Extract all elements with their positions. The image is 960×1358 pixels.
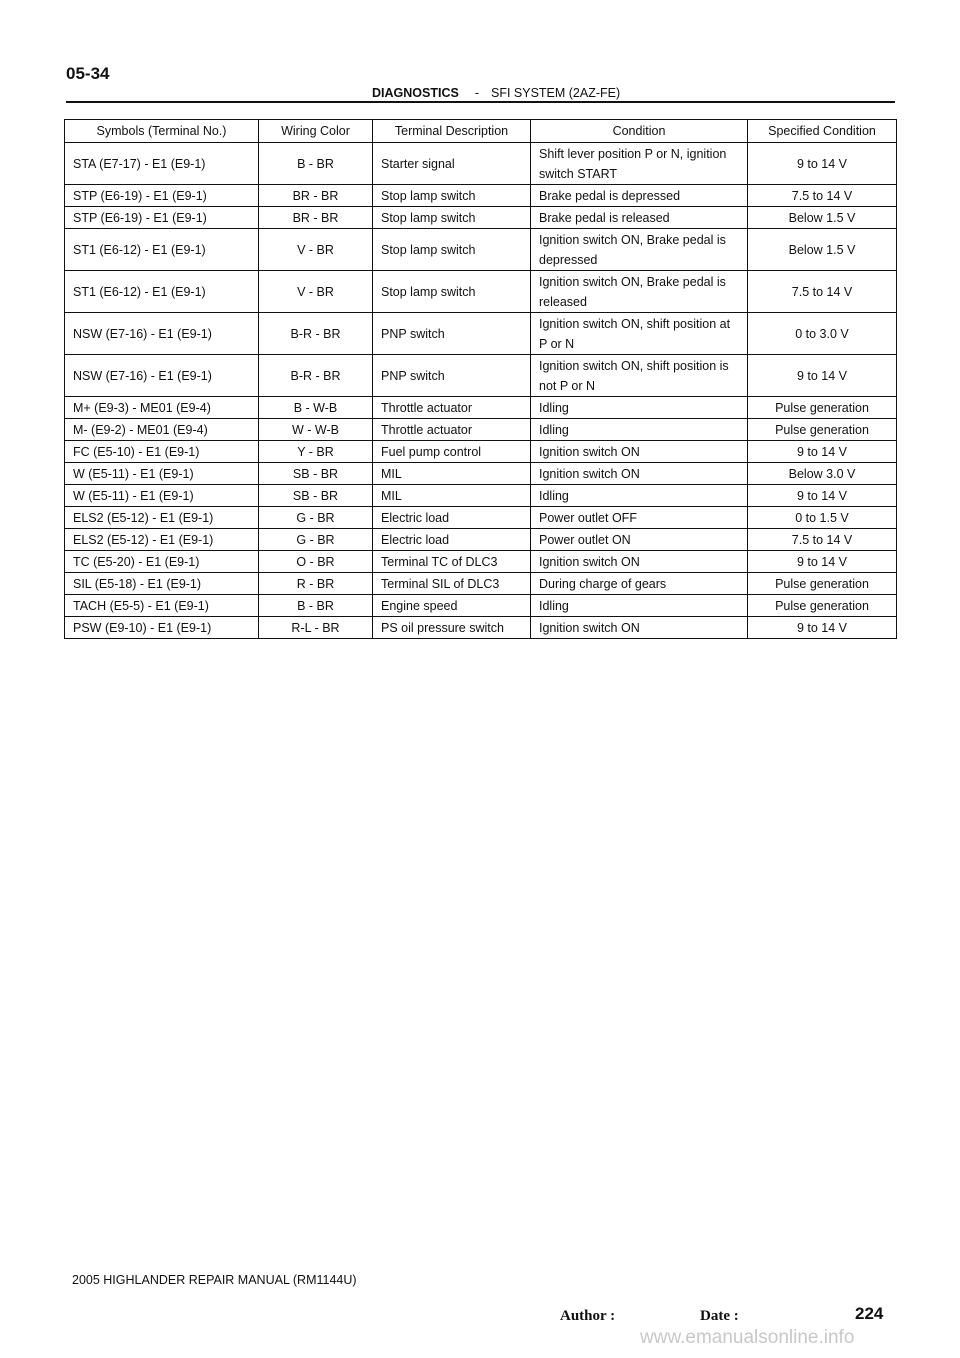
condition-line: During charge of gears [539, 576, 667, 591]
terminal-description-cell: MIL [373, 485, 531, 507]
column-header: Specified Condition [748, 120, 897, 143]
condition-line: Ignition switch ON [539, 444, 640, 459]
wiring-color-cell: SB - BR [259, 463, 373, 485]
table-row [65, 143, 897, 185]
symbol-cell: ST1 (E6-12) - E1 (E9-1) [65, 271, 259, 313]
wiring-color-cell: O - BR [259, 551, 373, 573]
terminal-description-cell: Fuel pump control [373, 441, 531, 463]
table-header-row [65, 120, 897, 143]
terminal-description-cell: Throttle actuator [373, 397, 531, 419]
condition-line: released [539, 294, 587, 309]
specified-condition-cell: 9 to 14 V [748, 485, 897, 507]
specified-condition-cell: Pulse generation [748, 573, 897, 595]
symbol-cell: ELS2 (E5-12) - E1 (E9-1) [65, 529, 259, 551]
wiring-color-cell: B-R - BR [259, 313, 373, 355]
condition-line: Power outlet ON [539, 532, 631, 547]
table-body [65, 143, 897, 639]
specified-condition-cell: 7.5 to 14 V [748, 271, 897, 313]
terminal-description-cell: Electric load [373, 507, 531, 529]
section-main: DIAGNOSTICS [372, 86, 459, 100]
symbol-cell: STP (E6-19) - E1 (E9-1) [65, 207, 259, 229]
specified-condition-cell: Below 1.5 V [748, 229, 897, 271]
symbol-cell: W (E5-11) - E1 (E9-1) [65, 485, 259, 507]
table-row [65, 551, 897, 573]
symbol-cell: TC (E5-20) - E1 (E9-1) [65, 551, 259, 573]
symbol-cell: PSW (E9-10) - E1 (E9-1) [65, 617, 259, 639]
table-row [65, 573, 897, 595]
symbol-cell: TACH (E5-5) - E1 (E9-1) [65, 595, 259, 617]
table-row [65, 595, 897, 617]
condition-cell [531, 463, 748, 485]
author-label: Author : [560, 1308, 616, 1324]
table-row [65, 185, 897, 207]
table-row [65, 313, 897, 355]
table-row [65, 507, 897, 529]
symbol-cell: STA (E7-17) - E1 (E9-1) [65, 143, 259, 185]
condition-cell [531, 185, 748, 207]
terminal-description-cell: Stop lamp switch [373, 229, 531, 271]
terminal-description-cell: Stop lamp switch [373, 185, 531, 207]
condition-line: not P or N [539, 378, 596, 393]
condition-cell [531, 397, 748, 419]
specified-condition-cell: Pulse generation [748, 419, 897, 441]
wiring-color-cell: B - BR [259, 595, 373, 617]
wiring-color-cell: R-L - BR [259, 617, 373, 639]
wiring-color-cell: G - BR [259, 507, 373, 529]
condition-line: P or N [539, 336, 575, 351]
symbol-cell: W (E5-11) - E1 (E9-1) [65, 463, 259, 485]
symbol-cell: NSW (E7-16) - E1 (E9-1) [65, 313, 259, 355]
condition-line: Idling [539, 598, 569, 613]
specified-condition-cell: 7.5 to 14 V [748, 185, 897, 207]
condition-cell [531, 355, 748, 397]
wiring-color-cell: V - BR [259, 229, 373, 271]
condition-line: Power outlet OFF [539, 510, 637, 525]
table-row [65, 617, 897, 639]
condition-line: Idling [539, 400, 569, 415]
specified-condition-cell: Pulse generation [748, 595, 897, 617]
condition-cell [531, 551, 748, 573]
wiring-color-cell: V - BR [259, 271, 373, 313]
table-row [65, 529, 897, 551]
condition-cell [531, 529, 748, 551]
terminal-spec-table [64, 119, 897, 639]
terminal-description-cell: PNP switch [373, 313, 531, 355]
condition-line: Ignition switch ON, Brake pedal is [539, 232, 726, 247]
column-header: Condition [531, 120, 748, 143]
column-header: Terminal Description [373, 120, 531, 143]
terminal-description-cell: MIL [373, 463, 531, 485]
terminal-description-cell: Starter signal [373, 143, 531, 185]
symbol-cell: STP (E6-19) - E1 (E9-1) [65, 185, 259, 207]
table-row [65, 355, 897, 397]
specified-condition-cell: Pulse generation [748, 397, 897, 419]
specified-condition-cell: 9 to 14 V [748, 617, 897, 639]
wiring-color-cell: B-R - BR [259, 355, 373, 397]
condition-cell [531, 573, 748, 595]
condition-cell [531, 441, 748, 463]
condition-cell [531, 419, 748, 441]
terminal-description-cell: Stop lamp switch [373, 271, 531, 313]
symbol-cell: ST1 (E6-12) - E1 (E9-1) [65, 229, 259, 271]
specified-condition-cell: Below 3.0 V [748, 463, 897, 485]
condition-cell [531, 313, 748, 355]
table-row [65, 207, 897, 229]
condition-line: Brake pedal is depressed [539, 188, 681, 203]
watermark: www.emanualsonline.info [640, 1327, 855, 1348]
condition-cell [531, 229, 748, 271]
condition-line: Ignition switch ON [539, 620, 640, 635]
header-rule [66, 101, 895, 103]
symbol-cell: M- (E9-2) - ME01 (E9-4) [65, 419, 259, 441]
condition-line: Ignition switch ON [539, 466, 640, 481]
terminal-description-cell: PNP switch [373, 355, 531, 397]
terminal-description-cell: Throttle actuator [373, 419, 531, 441]
condition-line: Ignition switch ON [539, 554, 640, 569]
table-row [65, 397, 897, 419]
condition-line: Ignition switch ON, shift position is [539, 358, 729, 373]
wiring-color-cell: BR - BR [259, 185, 373, 207]
symbol-cell: NSW (E7-16) - E1 (E9-1) [65, 355, 259, 397]
terminal-description-cell: Terminal SIL of DLC3 [373, 573, 531, 595]
condition-cell [531, 207, 748, 229]
section-dash: - [474, 86, 479, 100]
condition-line: depressed [539, 252, 598, 267]
table-row [65, 229, 897, 271]
terminal-description-cell: PS oil pressure switch [373, 617, 531, 639]
symbol-cell: ELS2 (E5-12) - E1 (E9-1) [65, 507, 259, 529]
condition-line: Idling [539, 488, 569, 503]
wiring-color-cell: Y - BR [259, 441, 373, 463]
specified-condition-cell: 0 to 1.5 V [748, 507, 897, 529]
wiring-color-cell: R - BR [259, 573, 373, 595]
condition-line: switch START [539, 166, 618, 181]
wiring-color-cell: B - W-B [259, 397, 373, 419]
condition-line: Idling [539, 422, 569, 437]
wiring-color-cell: B - BR [259, 143, 373, 185]
specified-condition-cell: 9 to 14 V [748, 143, 897, 185]
symbol-cell: M+ (E9-3) - ME01 (E9-4) [65, 397, 259, 419]
table-row [65, 463, 897, 485]
column-header: Wiring Color [259, 120, 373, 143]
section-sub: SFI SYSTEM (2AZ-FE) [490, 86, 621, 100]
wiring-color-cell: W - W-B [259, 419, 373, 441]
symbol-cell: FC (E5-10) - E1 (E9-1) [65, 441, 259, 463]
specified-condition-cell: 7.5 to 14 V [748, 529, 897, 551]
table-row [65, 485, 897, 507]
page-number: 224 [855, 1304, 884, 1323]
condition-line: Ignition switch ON, Brake pedal is [539, 274, 726, 289]
condition-cell [531, 271, 748, 313]
condition-cell [531, 143, 748, 185]
condition-cell [531, 595, 748, 617]
table-row [65, 441, 897, 463]
terminal-description-cell: Terminal TC of DLC3 [373, 551, 531, 573]
wiring-color-cell: BR - BR [259, 207, 373, 229]
wiring-color-cell: SB - BR [259, 485, 373, 507]
specified-condition-cell: 9 to 14 V [748, 355, 897, 397]
condition-cell [531, 507, 748, 529]
specified-condition-cell: 9 to 14 V [748, 551, 897, 573]
condition-line: Brake pedal is released [539, 210, 670, 225]
date-label: Date : [700, 1308, 739, 1324]
condition-line: Ignition switch ON, shift position at [539, 316, 731, 331]
terminal-description-cell: Engine speed [373, 595, 531, 617]
condition-cell [531, 485, 748, 507]
terminal-description-cell: Electric load [373, 529, 531, 551]
specified-condition-cell: 9 to 14 V [748, 441, 897, 463]
specified-condition-cell: 0 to 3.0 V [748, 313, 897, 355]
table-row [65, 271, 897, 313]
manual-footer: 2005 HIGHLANDER REPAIR MANUAL (RM1144U) [72, 1273, 357, 1287]
condition-line: Shift lever position P or N, ignition [539, 146, 727, 161]
symbol-cell: SIL (E5-18) - E1 (E9-1) [65, 573, 259, 595]
page-code: 05-34 [66, 64, 110, 83]
section-title [372, 86, 620, 100]
condition-cell [531, 617, 748, 639]
terminal-description-cell: Stop lamp switch [373, 207, 531, 229]
table-row [65, 419, 897, 441]
column-header: Symbols (Terminal No.) [65, 120, 259, 143]
specified-condition-cell: Below 1.5 V [748, 207, 897, 229]
wiring-color-cell: G - BR [259, 529, 373, 551]
